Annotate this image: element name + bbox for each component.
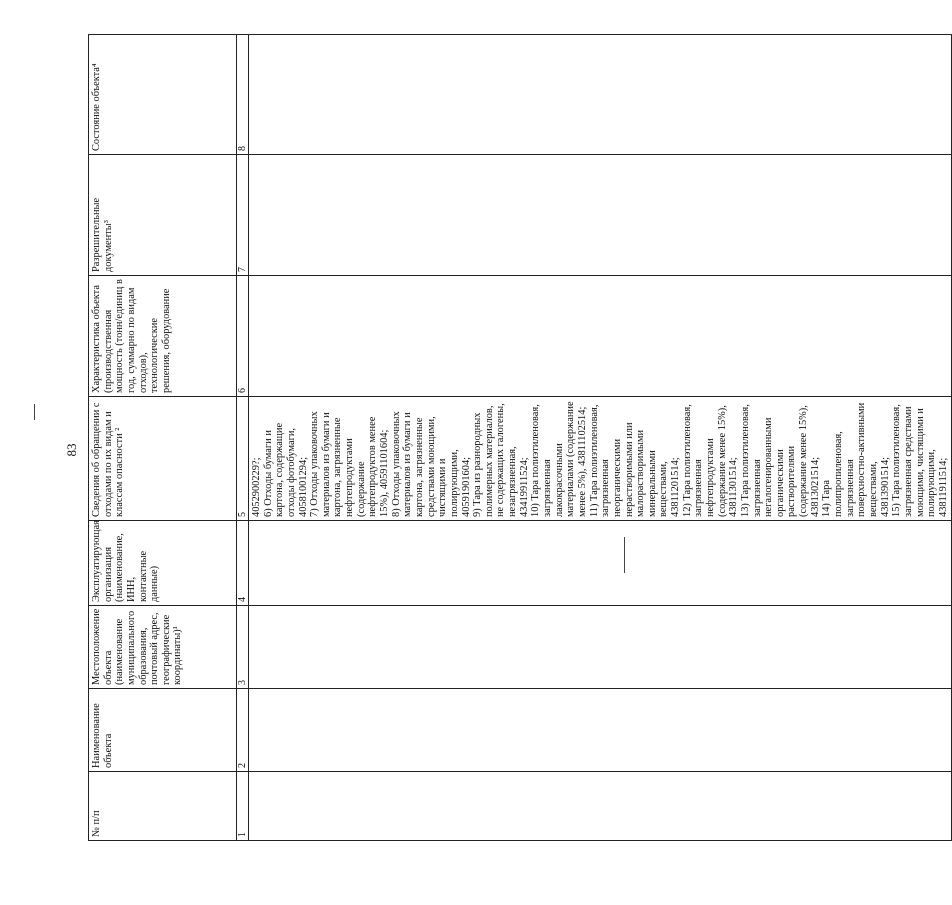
waste-entry-4: 9) Тара из разнородных полимерных материалов, не содержащих галогены, незагрязненная, 43419911524; — [472, 403, 530, 517]
cell-waste-info — [249, 397, 952, 521]
waste-entry-0: 4052900229?; — [251, 457, 262, 517]
waste-entry-10: 15) Тара полиэтиленовая, загрязненная средствами моющими, чистящими и полирующими, 43811911514; — [891, 404, 949, 517]
header-col-1: № п/п — [89, 772, 237, 841]
col-num-5: 5 — [237, 397, 249, 521]
column-number-row — [237, 35, 249, 841]
header-col-3: Местоположение объекта (наименование муниципального образования, почтовый адрес, географические координаты)¹ — [89, 606, 237, 689]
header-col-7: Разрешительные документы³ — [89, 155, 237, 276]
col-num-2: 2 — [237, 689, 249, 772]
col-num-4: 4 — [237, 521, 249, 606]
cell-location — [249, 606, 952, 689]
waste-entry-9: 14) Тара полипропиленовая, загрязненная поверхностно-активными веществами, 43813901514; — [821, 402, 891, 517]
page-number: 83 — [64, 443, 79, 457]
header-col-5: Сведения об обращении с отходами по их видам и классам опасности ² — [89, 397, 237, 521]
rotated-table-sheet — [88, 35, 949, 841]
waste-entry-2: 7) Отходы упаковочных материалов из бумаги и картона, загрязненные нефтепродуктами (содержание нефтепродуктов менее 15%), 40591101604; — [309, 411, 391, 517]
header-col-4: Эксплуатирующая организация (наименование, ИНН, контактные данные) — [89, 521, 237, 606]
waste-entry-5: 10) Тара полиэтиленовая, загрязненная лакокрасочными материалами (содержание менее 5%), 43811102514; — [530, 401, 588, 517]
table-row — [249, 35, 952, 841]
waste-entry-8: 13) Тара полиэтиленовая, загрязненная негалогенированными органическими растворителями (содержание менее 15%), 43813021514; — [739, 404, 821, 517]
col-num-7: 7 — [237, 155, 249, 276]
cell-characteristics — [249, 276, 952, 397]
objects-register-table — [88, 34, 952, 841]
header-col-6: Характеристика объекта (производственная мощность (тонн/единиц в год, суммарно по видам отходов), технологические решения, оборудование — [89, 276, 237, 397]
waste-entry-7: 12) Тара полиэтиленовая, загрязненная нефтепродуктами (содержание менее 15%), 43811301514; — [681, 404, 740, 517]
cell-operator — [249, 521, 952, 606]
col-num-3: 3 — [237, 606, 249, 689]
cell-state — [249, 35, 952, 155]
scan-mark-top — [34, 404, 35, 420]
col-num-8: 8 — [237, 35, 249, 155]
cell-object-name — [249, 689, 952, 772]
waste-entry-1: 6) Отходы бумаги и картона, содержащие отходы фотобумаги, 40581001294; — [262, 422, 309, 517]
waste-entry-3: 8) Отходы упаковочных материалов из бумаги и картона, загрязненные средствами моющими, чистящими и полирующими, 40591901604; — [390, 411, 472, 517]
cell-number — [249, 772, 952, 841]
header-col-8: Состояние объекта⁴ — [89, 35, 237, 155]
cell-permits — [249, 155, 952, 276]
col-num-1: 1 — [237, 772, 249, 841]
col-num-6: 6 — [237, 276, 249, 397]
waste-entry-6: 11) Тара полиэтиленовая, загрязненная неорганическими нерастворимыми или малорастворимыми минеральными веществами, 43811201514; — [588, 404, 682, 517]
header-col-2: Наименование объекта — [89, 689, 237, 772]
header-row — [89, 35, 237, 841]
